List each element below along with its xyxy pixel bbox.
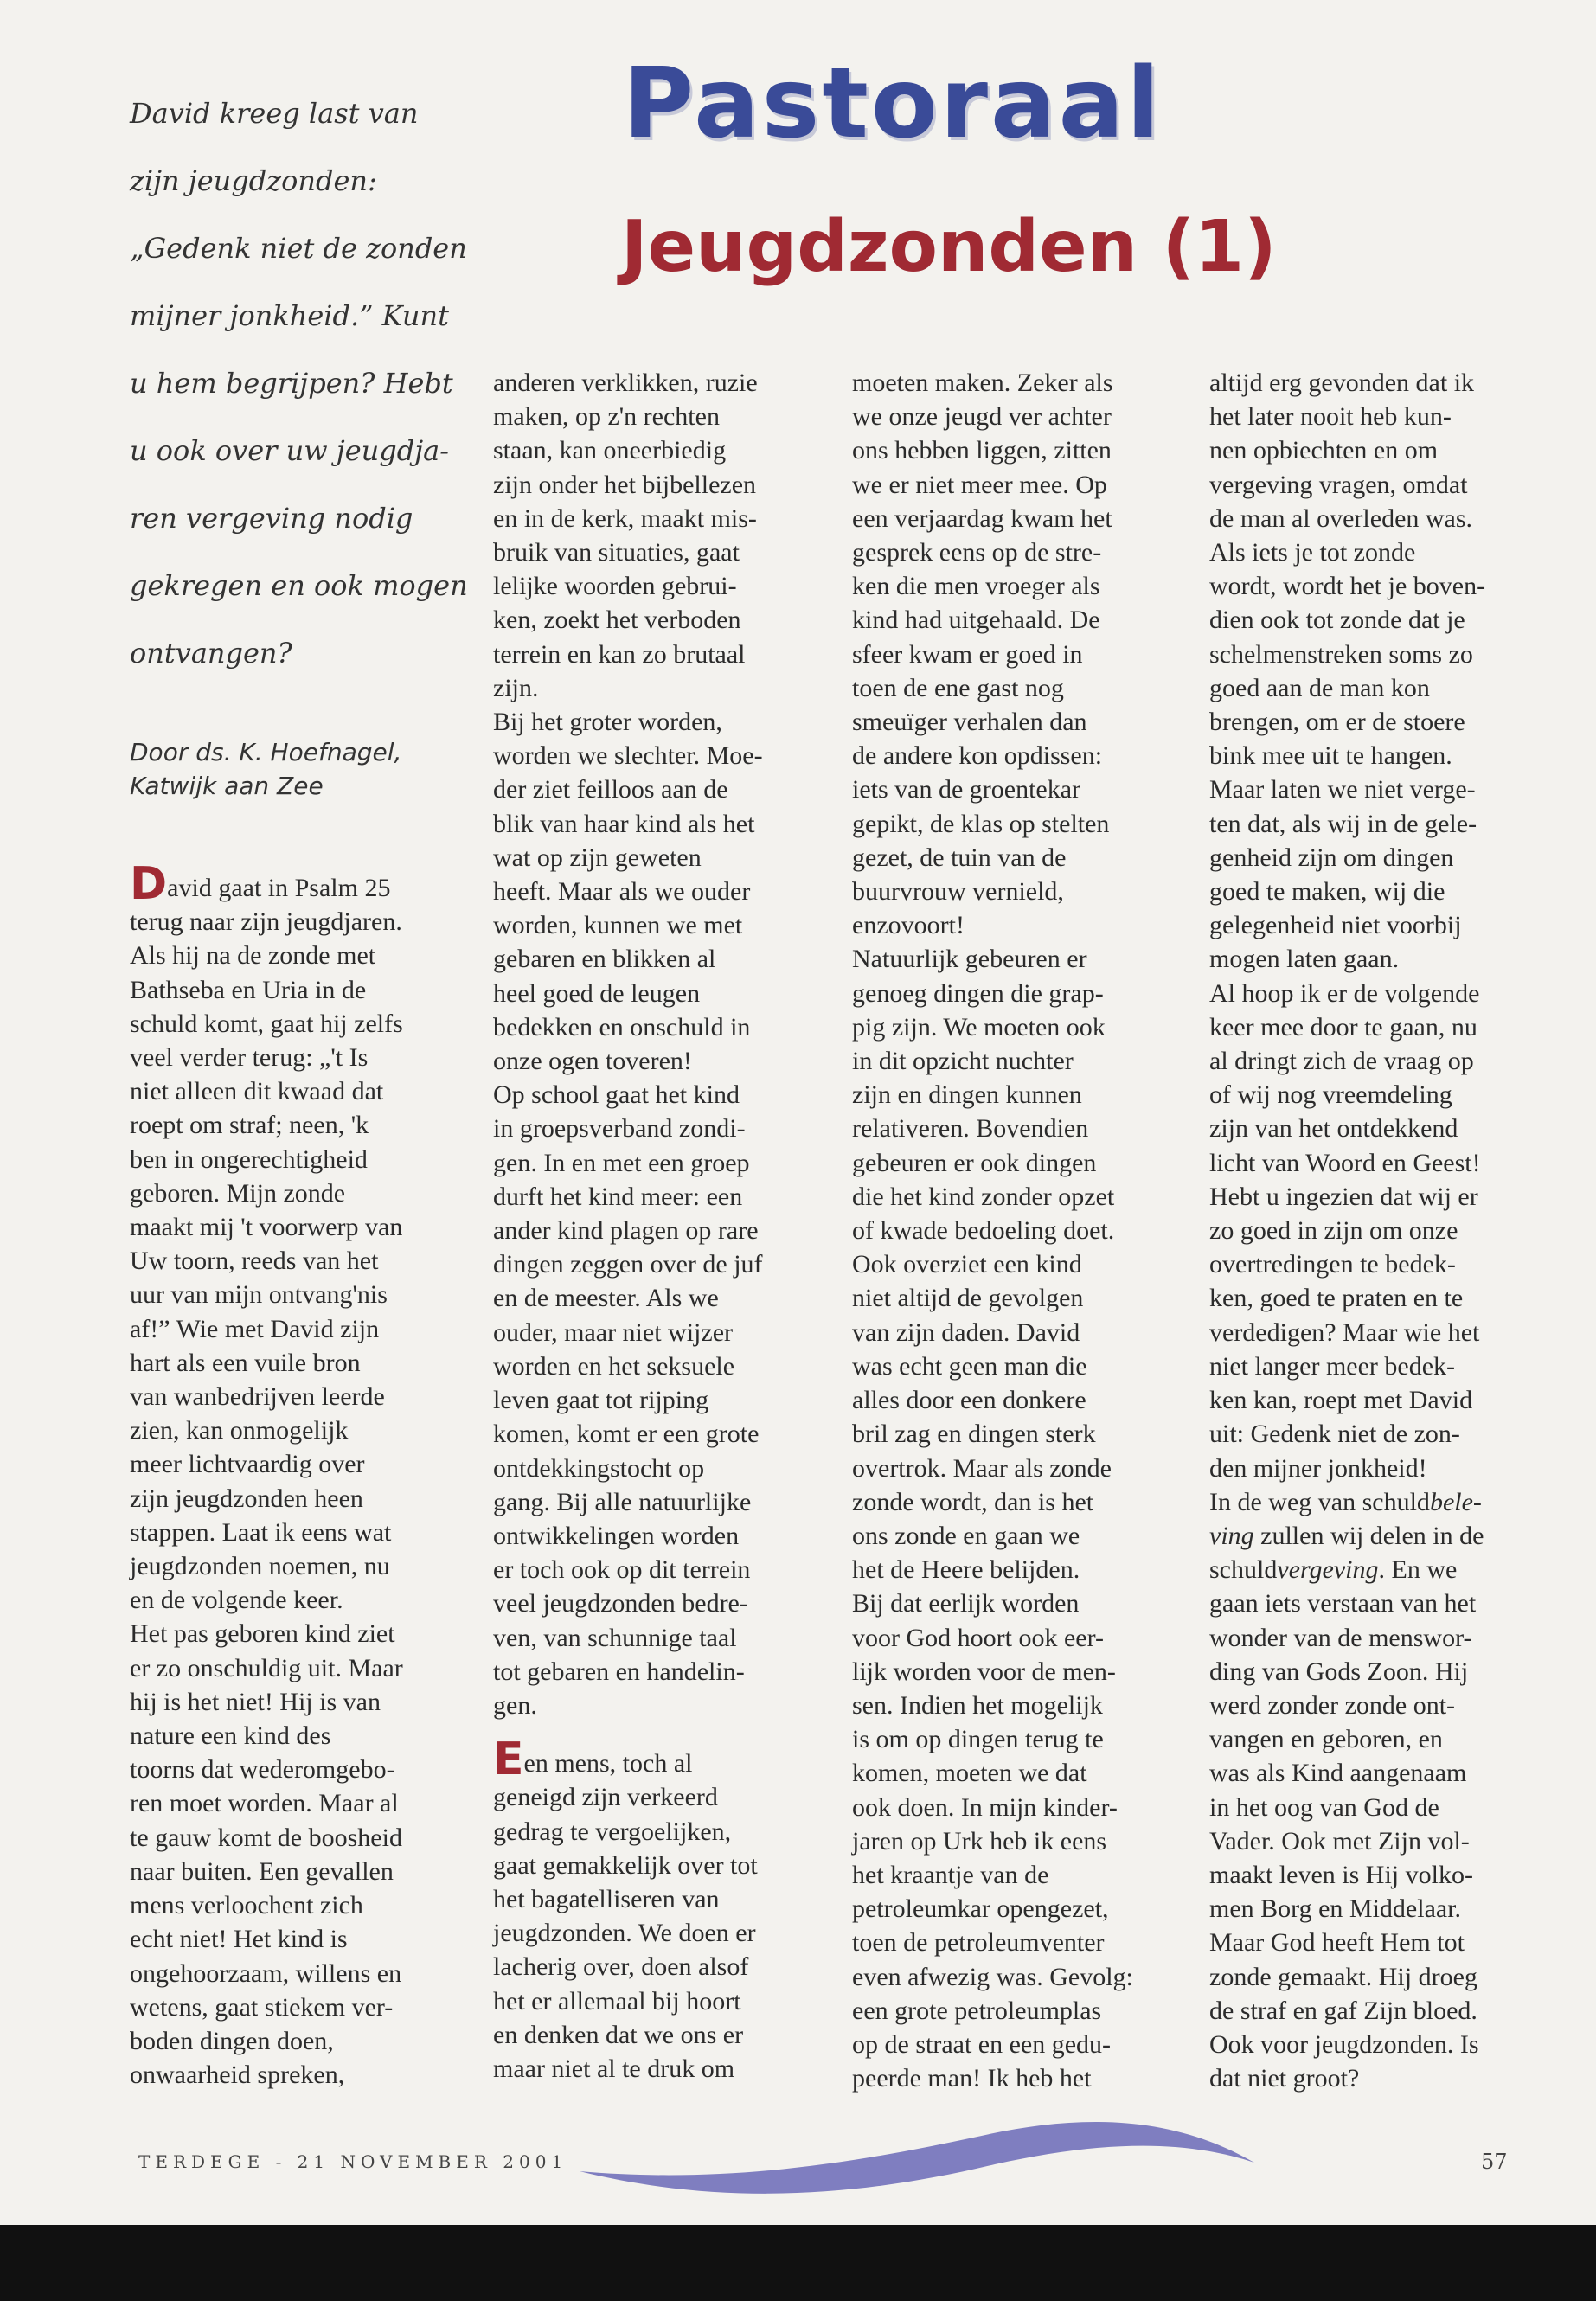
text-line: gedrag te vergoelijken, xyxy=(493,1817,732,1846)
text-line: en denken dat we ons er xyxy=(493,2020,744,2049)
text-line: gebaren en blikken al xyxy=(493,945,716,974)
text-line: maken, op z'n rechten xyxy=(493,402,720,432)
text-line: bril zag en dingen sterk xyxy=(852,1420,1096,1449)
byline-line: Katwijk aan Zee xyxy=(130,772,324,800)
text-line: Het pas geboren kind ziet xyxy=(130,1619,395,1649)
text-line: de man al overleden was. xyxy=(1209,503,1473,533)
text-line: relativeren. Bovendien xyxy=(852,1114,1089,1144)
text-line: mogen laten gaan. xyxy=(1209,945,1400,974)
text-line: worden en het seksuele xyxy=(493,1351,735,1381)
text-line: zonde gemaakt. Hij droeg xyxy=(1209,1962,1477,1991)
text-line: Hebt u ingezien dat wij er xyxy=(1209,1182,1478,1211)
text-line: Bij het groter worden, xyxy=(493,708,722,737)
text-line: ken die men vroeger als xyxy=(852,572,1100,601)
text-line: hij is het niet! Hij is van xyxy=(130,1687,381,1716)
text-line: hart als een vuile bron xyxy=(130,1348,361,1377)
byline-line: Door ds. K. Hoefnagel, xyxy=(130,738,402,766)
text-line: die het kind zonder opzet xyxy=(852,1182,1115,1211)
decorative-wave xyxy=(571,2111,1263,2214)
text-line: was echt geen man die xyxy=(852,1351,1087,1381)
scan-border xyxy=(0,2225,1596,2301)
text-line: boden dingen doen, xyxy=(130,2026,334,2055)
text-line: gaan iets verstaan van het xyxy=(1209,1589,1477,1618)
text-line: lelijke woorden gebrui- xyxy=(493,572,737,601)
text-line: in dit opzicht nuchter xyxy=(852,1047,1074,1076)
text-line: goed te maken, wij die xyxy=(1209,877,1445,907)
body-lines xyxy=(130,905,450,2092)
text-line: bruik van situaties, gaat xyxy=(493,538,740,567)
text-line: overtredingen te bedek- xyxy=(1209,1250,1456,1279)
italic-fragment: vergeving xyxy=(1277,1555,1379,1585)
text-line xyxy=(1209,1519,1529,1553)
intro-lead xyxy=(130,80,493,687)
wave-shape xyxy=(580,2122,1254,2194)
text-line: ook doen. In mijn kinder- xyxy=(852,1792,1118,1822)
body-lines xyxy=(493,366,813,1722)
text-line: toen de ene gast nog xyxy=(852,673,1064,702)
text-line: veel jeugdzonden bedre- xyxy=(493,1589,748,1618)
text-line: goed aan de man kon xyxy=(1209,673,1430,702)
text-line: niet langer meer bedek- xyxy=(1209,1351,1456,1381)
text-line: maakt mij 't voorwerp van xyxy=(130,1213,403,1242)
text-line: echt niet! Het kind is xyxy=(130,1925,348,1954)
text-line: gen. xyxy=(493,1690,537,1720)
text-line: of wij nog vreemdeling xyxy=(1209,1080,1452,1110)
text-line xyxy=(1209,1553,1529,1586)
text-line: te gauw komt de boosheid xyxy=(130,1823,402,1852)
text-line: Maar God heeft Hem tot xyxy=(1209,1928,1465,1958)
text-line: Ook voor jeugdzonden. Is xyxy=(1209,2029,1479,2059)
text-line: we onze jeugd ver achter xyxy=(852,402,1112,432)
text-fragment: zullen wij delen in de xyxy=(1253,1521,1484,1550)
text-line: Bij dat eerlijk worden xyxy=(852,1589,1080,1618)
text-line: kind had uitgehaald. De xyxy=(852,606,1100,635)
text-line: een verjaardag kwam het xyxy=(852,503,1112,533)
text-line: het de Heere belijden. xyxy=(852,1555,1080,1585)
text-line: durft het kind meer: een xyxy=(493,1182,743,1211)
text-fragment: en mens, toch al xyxy=(523,1749,693,1779)
column-4 xyxy=(1209,366,1529,2095)
italic-fragment: ving xyxy=(1209,1521,1254,1550)
text-line xyxy=(1209,1485,1529,1519)
text-fragment: In de weg van schuld xyxy=(1209,1487,1430,1516)
text-line: van wanbedrijven leerde xyxy=(130,1382,385,1412)
intro-line: ontvangen? xyxy=(130,637,292,670)
text-line: terug naar zijn jeugdjaren. xyxy=(130,907,402,937)
intro-line: u hem begrijpen? Hebt xyxy=(130,367,453,400)
text-line: en de meester. Als we xyxy=(493,1284,719,1313)
text-fragment: avid gaat in Psalm 25 xyxy=(167,874,391,902)
body-lines xyxy=(1209,366,1529,1485)
text-line: toorns dat wederomgebo- xyxy=(130,1755,395,1785)
text-line: toen de petroleumventer xyxy=(852,1928,1105,1958)
text-line: heel goed de leugen xyxy=(493,978,701,1008)
text-line: lijk worden voor de men- xyxy=(852,1657,1116,1686)
column-1 xyxy=(130,858,450,2092)
text-line: ben in ongerechtigheid xyxy=(130,1144,368,1174)
text-line: het kraantje van de xyxy=(852,1860,1049,1889)
text-line: schelmenstreken soms zo xyxy=(1209,639,1473,669)
text-line: in groepsverband zondi- xyxy=(493,1114,746,1144)
text-line: iets van de groentekar xyxy=(852,775,1081,804)
text-line: gesprek eens op de stre- xyxy=(852,538,1102,567)
author-byline xyxy=(130,735,493,803)
text-line: wonder van de menswor- xyxy=(1209,1623,1472,1652)
text-line: peerde man! Ik heb het xyxy=(852,2064,1092,2093)
text-line: keer mee door te gaan, nu xyxy=(1209,1012,1477,1042)
text-line: de andere kon opdissen: xyxy=(852,741,1103,771)
text-fragment: schuld xyxy=(1209,1555,1278,1585)
text-line: even afwezig was. Gevolg: xyxy=(852,1962,1133,1991)
text-line: sfeer kwam er goed in xyxy=(852,639,1083,669)
text-line: gen. In en met een groep xyxy=(493,1148,750,1177)
paragraph-first-line xyxy=(130,858,450,910)
text-line: in het oog van God de xyxy=(1209,1792,1439,1822)
text-line: ontdekkingstocht op xyxy=(493,1453,705,1483)
drop-cap: E xyxy=(493,1734,524,1786)
text-line: ren moet worden. Maar al xyxy=(130,1789,399,1818)
text-line: jeugdzonden noemen, nu xyxy=(130,1552,390,1581)
text-line: het er allemaal bij hoort xyxy=(493,1986,741,2016)
intro-line: ren vergeving nodig xyxy=(130,502,413,535)
text-line: onwaarheid spreken, xyxy=(130,2061,345,2090)
text-line: er zo onschuldig uit. Maar xyxy=(130,1653,403,1682)
text-line: meer lichtvaardig over xyxy=(130,1450,365,1479)
intro-line: „Gedenk niet de zonden xyxy=(130,232,467,265)
text-line: zijn van het ontdekkend xyxy=(1209,1114,1458,1144)
text-line: staan, kan oneerbiedig xyxy=(493,436,727,465)
text-line: niet altijd de gevolgen xyxy=(852,1284,1084,1313)
text-line: al dringt zich de vraag op xyxy=(1209,1047,1474,1076)
text-line: we er niet meer mee. Op xyxy=(852,470,1107,499)
column-2 xyxy=(493,366,813,2086)
text-line: genheid zijn om dingen xyxy=(1209,843,1454,872)
text-line: der ziet feilloos aan de xyxy=(493,775,728,804)
text-line: Als hij na de zonde met xyxy=(130,941,376,971)
text-line: ander kind plagen op rare xyxy=(493,1216,759,1246)
text-line: licht van Woord en Geest! xyxy=(1209,1148,1481,1177)
text-line: en in de kerk, maakt mis- xyxy=(493,503,757,533)
paragraph-gap xyxy=(493,1722,813,1747)
text-line: van zijn daden. David xyxy=(852,1317,1080,1347)
text-line: blik van haar kind als het xyxy=(493,809,755,838)
text-line: nature een kind des xyxy=(130,1721,331,1751)
text-line: altijd erg gevonden dat ik xyxy=(1209,369,1475,397)
text-line: smeuïger verhalen dan xyxy=(852,708,1087,737)
text-line: mens verloochent zich xyxy=(130,1891,363,1920)
text-line: gebeuren er ook dingen xyxy=(852,1148,1097,1177)
text-line: geneigd zijn verkeerd xyxy=(493,1783,718,1812)
paragraph-first-line xyxy=(493,1734,813,1786)
text-line: tot gebaren en handelin- xyxy=(493,1657,745,1686)
text-line: jeugdzonden. We doen er xyxy=(493,1919,756,1948)
text-line: werd zonder zonde ont- xyxy=(1209,1690,1456,1720)
text-line: dien ook tot zonde dat je xyxy=(1209,606,1465,635)
text-line: naar buiten. Een gevallen xyxy=(130,1856,394,1886)
drop-cap: D xyxy=(130,858,168,910)
text-line: overtrok. Maar als zonde xyxy=(852,1453,1112,1483)
text-line: komen, moeten we dat xyxy=(852,1759,1087,1788)
text-line: jaren op Urk heb ik eens xyxy=(852,1826,1107,1856)
text-line: en de volgende keer. xyxy=(130,1586,343,1615)
text-line: nen opbiechten en om xyxy=(1209,436,1439,465)
text-line: ven, van schunnige taal xyxy=(493,1623,737,1652)
text-line: komen, komt er een grote xyxy=(493,1420,760,1449)
text-line: zijn. xyxy=(493,673,539,702)
text-line: leven gaat tot rijping xyxy=(493,1386,709,1415)
text-line: gaat gemakkelijk over tot xyxy=(493,1850,758,1880)
text-line: stappen. Laat ik eens wat xyxy=(130,1517,392,1547)
text-line: alles door een donkere xyxy=(852,1386,1086,1415)
text-line: heeft. Maar als we ouder xyxy=(493,877,751,907)
text-line: zonde wordt, dan is het xyxy=(852,1487,1094,1516)
text-line: lacherig over, doen alsof xyxy=(493,1952,749,1982)
body-lines xyxy=(1209,1586,1529,2095)
footer-publication: TERDEGE - 21 NOVEMBER 2001 xyxy=(138,2151,568,2172)
text-line: niet alleen dit kwaad dat xyxy=(130,1077,384,1106)
text-line: gelegenheid niet voorbij xyxy=(1209,911,1462,940)
text-line: genoeg dingen die grap- xyxy=(852,978,1104,1008)
text-line: was als Kind aangenaam xyxy=(1209,1759,1467,1788)
text-line: ten dat, als wij in de gele- xyxy=(1209,809,1477,838)
text-line: onze ogen toveren! xyxy=(493,1047,692,1076)
text-line: Al hoop ik er de volgende xyxy=(1209,978,1480,1008)
text-line: ken, zoekt het verboden xyxy=(493,606,741,635)
text-line: zijn jeugdzonden heen xyxy=(130,1484,363,1513)
text-line: veel verder terug: „'t Is xyxy=(130,1043,369,1073)
text-line: er toch ook op dit terrein xyxy=(493,1555,751,1585)
text-line: op de straat en een gedu- xyxy=(852,2029,1112,2059)
intro-line: zijn jeugdzonden: xyxy=(130,164,377,197)
text-line: Vader. Ook met Zijn vol- xyxy=(1209,1826,1470,1856)
text-line: wat op zijn geweten xyxy=(493,843,702,872)
text-line: geboren. Mijn zonde xyxy=(130,1178,346,1208)
text-line: dingen zeggen over de juf xyxy=(493,1250,763,1279)
text-line: ouder, maar niet wijzer xyxy=(493,1317,734,1347)
text-line: af!” Wie met David zijn xyxy=(130,1314,380,1343)
text-line: buurvrouw vernield, xyxy=(852,877,1064,907)
text-line: sen. Indien het mogelijk xyxy=(852,1690,1103,1720)
text-line: ons hebben liggen, zitten xyxy=(852,436,1112,465)
body-lines xyxy=(852,366,1172,2095)
page-number: 57 xyxy=(1481,2150,1508,2174)
text-line: uur van mijn ontvang'nis xyxy=(130,1280,388,1310)
text-line: verdedigen? Maar wie het xyxy=(1209,1317,1480,1347)
text-line: bink mee uit te hangen. xyxy=(1209,741,1452,771)
text-fragment: . En we xyxy=(1378,1555,1458,1585)
text-line: gezet, de tuin van de xyxy=(852,843,1067,872)
text-line: maakt leven is Hij volko- xyxy=(1209,1860,1473,1889)
text-line: gang. Bij alle natuurlijke xyxy=(493,1487,752,1516)
intro-line: David kreeg last van xyxy=(130,97,419,130)
text-line: Uw toorn, reeds van het xyxy=(130,1247,379,1276)
text-line: het bagatelliseren van xyxy=(493,1884,720,1913)
text-line: brengen, om er de stoere xyxy=(1209,708,1465,737)
text-line: zien, kan onmogelijk xyxy=(130,1416,349,1445)
italic-fragment: bele- xyxy=(1429,1487,1482,1516)
intro-line: u ook over uw jeugdja- xyxy=(130,434,450,467)
text-line: terrein en kan zo brutaal xyxy=(493,639,746,669)
text-line: zijn en dingen kunnen xyxy=(852,1080,1082,1110)
text-line: petroleumkar opengezet, xyxy=(852,1894,1109,1924)
text-line: ongehoorzaam, willens en xyxy=(130,1958,402,1988)
text-line: maar niet al te druk om xyxy=(493,2054,735,2083)
text-line: vergeving vragen, omdat xyxy=(1209,470,1468,499)
text-line: anderen verklikken, ruzie xyxy=(493,369,758,397)
text-line: pig zijn. We moeten ook xyxy=(852,1012,1106,1042)
text-line: vangen en geboren, en xyxy=(1209,1725,1443,1754)
text-line: men Borg en Middelaar. xyxy=(1209,1894,1462,1924)
article-title: Jeugdzonden (1) xyxy=(621,206,1277,288)
text-line: is om op dingen terug te xyxy=(852,1725,1104,1754)
text-line: Op school gaat het kind xyxy=(493,1080,740,1110)
text-line: ken kan, roept met David xyxy=(1209,1386,1473,1415)
text-line: Bathseba en Uria in de xyxy=(130,975,367,1004)
column-3 xyxy=(852,366,1172,2095)
text-line: zijn onder het bijbellezen xyxy=(493,470,757,499)
intro-line: mijner jonkheid.” Kunt xyxy=(130,299,449,332)
text-line: den mijner jonkheid! xyxy=(1209,1453,1427,1483)
text-line: ding van Gods Zoon. Hij xyxy=(1209,1657,1469,1686)
section-label: Pastoraal xyxy=(623,48,1163,160)
text-line: de straf en gaf Zijn bloed. xyxy=(1209,1996,1477,2025)
text-line: gepikt, de klas op stelten xyxy=(852,809,1110,838)
text-line: worden we slechter. Moe- xyxy=(493,741,763,771)
text-line: dat niet groot? xyxy=(1209,2064,1360,2093)
text-line: wordt, wordt het je boven- xyxy=(1209,572,1486,601)
text-line: bedekken en onschuld in xyxy=(493,1012,751,1042)
text-line: Als iets je tot zonde xyxy=(1209,538,1416,567)
text-line: enzovoort! xyxy=(852,911,965,940)
text-line: roept om straf; neen, 'k xyxy=(130,1111,369,1140)
intro-line: gekregen en ook mogen xyxy=(130,569,468,602)
text-line: worden, kunnen we met xyxy=(493,911,743,940)
text-line: schuld komt, gaat hij zelfs xyxy=(130,1009,403,1038)
text-line: ken, goed te praten en te xyxy=(1209,1284,1464,1313)
text-line: ontwikkelingen worden xyxy=(493,1521,740,1550)
text-line: Natuurlijk gebeuren er xyxy=(852,945,1087,974)
text-line: voor God hoort ook eer- xyxy=(852,1623,1104,1652)
text-line: Ook overziet een kind xyxy=(852,1250,1082,1279)
text-line: uit: Gedenk niet de zon- xyxy=(1209,1420,1460,1449)
text-line: wetens, gaat stiekem ver- xyxy=(130,1992,394,2022)
body-lines xyxy=(493,1780,813,2086)
text-line: een grote petroleumplas xyxy=(852,1996,1102,2025)
text-line: zo goed in zijn om onze xyxy=(1209,1216,1458,1246)
text-line: of kwade bedoeling doet. xyxy=(852,1216,1115,1246)
text-line: het later nooit heb kun- xyxy=(1209,402,1452,432)
text-line: Maar laten we niet verge- xyxy=(1209,775,1476,804)
text-line: ons zonde en gaan we xyxy=(852,1521,1080,1550)
text-line: moeten maken. Zeker als xyxy=(852,369,1113,397)
